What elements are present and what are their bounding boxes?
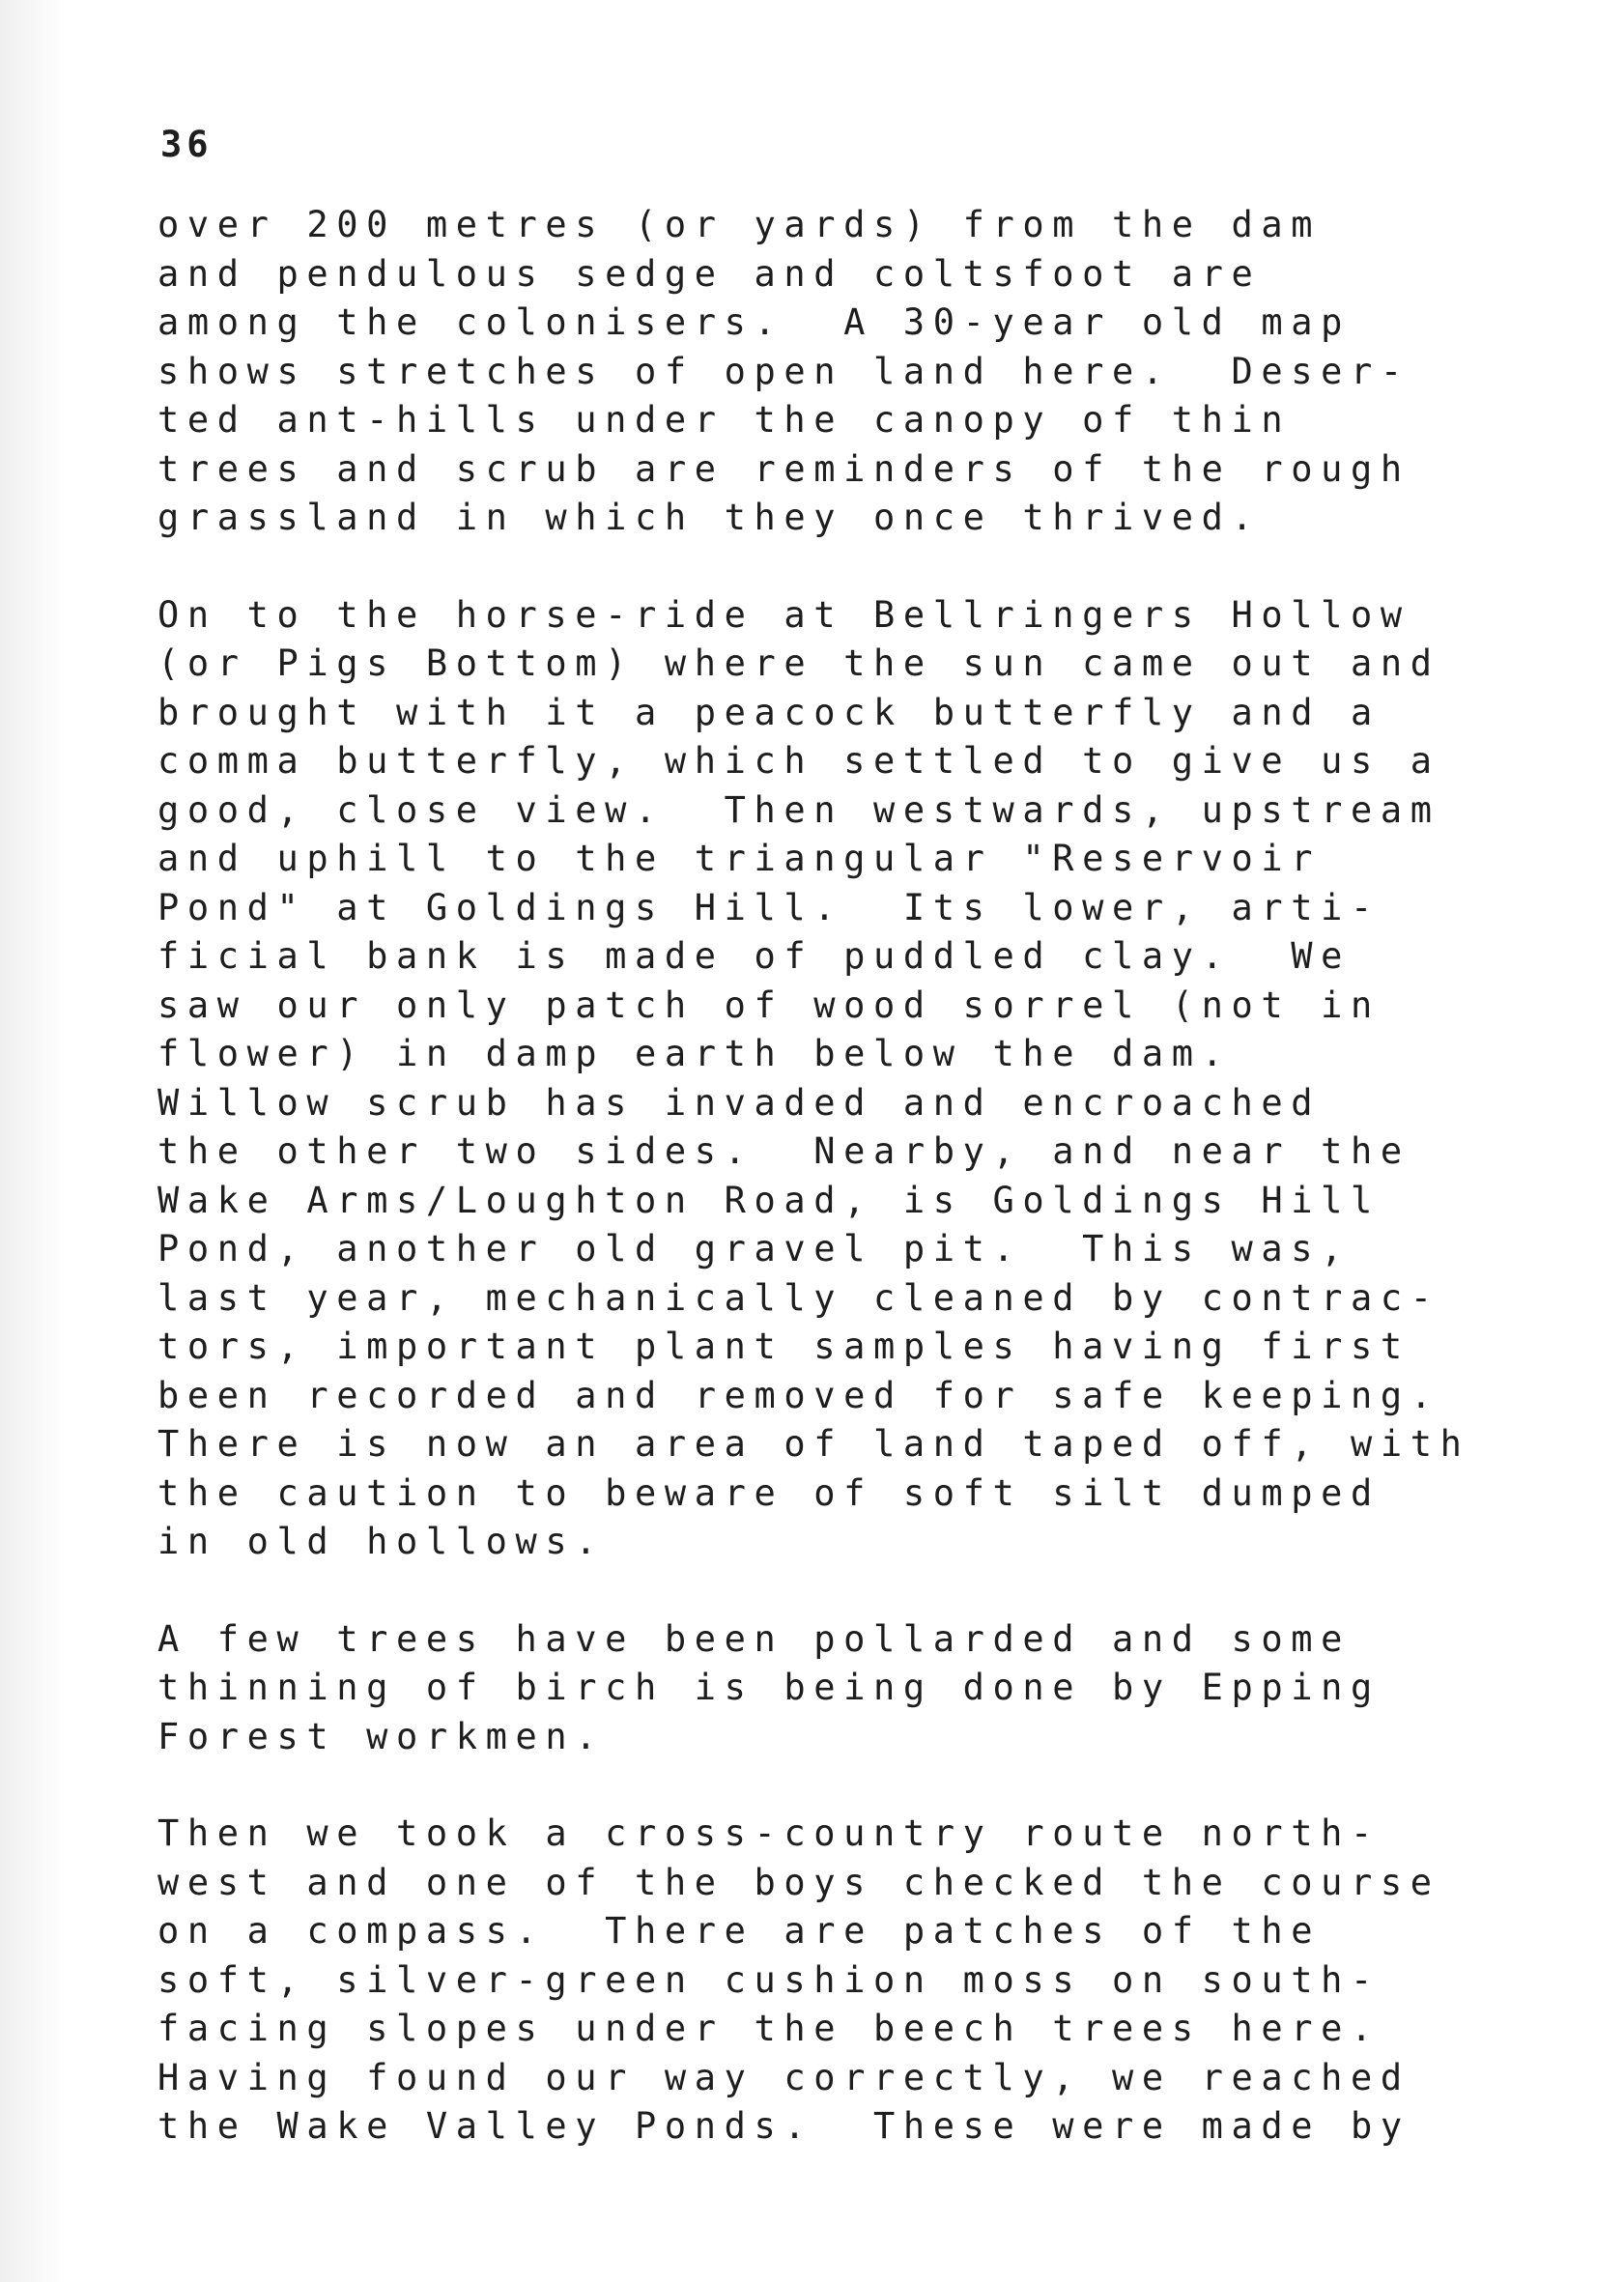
text-line: grassland in which they once thrived. — [157, 497, 1262, 538]
paragraph-gap — [157, 1567, 1462, 1615]
text-line: the caution to beware of soft silt dumped — [157, 1471, 1381, 1514]
paragraph-4 — [157, 1810, 1462, 2152]
text-line: and uphill to the triangular "Reservoir — [157, 838, 1322, 879]
text-line: tors, important plant samples having first — [157, 1326, 1410, 1367]
text-line: west and one of the boys checked the course — [157, 1861, 1440, 1903]
text-line: Pond" at Goldings Hill. Its lower, arti- — [157, 886, 1381, 928]
text-line: saw our only patch of wood sorrel (not in — [157, 984, 1381, 1026]
text-line: last year, mechanically cleaned by contrac- — [157, 1276, 1440, 1319]
text-line: thinning of birch is being done by Epping — [157, 1667, 1381, 1708]
paragraph-gap — [157, 543, 1462, 591]
text-line: the Wake Valley Ponds. These were made by — [157, 2105, 1410, 2147]
text-line: (or Pigs Bottom) where the sun came out and — [157, 642, 1440, 684]
text-line: trees and scrub are reminders of the rough — [157, 447, 1410, 490]
text-line: on a compass. There are patches of the — [157, 1910, 1322, 1952]
text-line: good, close view. Then westwards, upstream — [157, 788, 1440, 831]
paragraph-gap — [157, 1761, 1462, 1810]
text-line: over 200 metres (or yards) from the dam — [157, 204, 1322, 245]
text-line: been recorded and removed for safe keeping. — [157, 1374, 1440, 1416]
text-line: There is now an area of land taped off, with — [157, 1423, 1470, 1465]
text-line: comma butterfly, which settled to give us a — [157, 740, 1440, 782]
paragraph-3 — [157, 1615, 1462, 1762]
text-line: Willow scrub has invaded and encroached — [157, 1081, 1322, 1124]
text-line: brought with it a peacock butterfly and a — [157, 691, 1381, 733]
text-line: soft, silver-green cushion moss on south- — [157, 1958, 1381, 2001]
text-line: in old hollows. — [157, 1521, 606, 1562]
text-line: ficial bank is made of puddled clay. We — [157, 935, 1352, 977]
text-line: the other two sides. Nearby, and near the — [157, 1130, 1410, 1172]
paragraph-1 — [157, 201, 1462, 543]
text-line: facing slopes under the beech trees here. — [157, 2008, 1381, 2049]
paragraph-2 — [157, 591, 1470, 1567]
text-line: On to the horse-ride at Bellringers Hollow — [157, 593, 1410, 636]
text-line: Having found our way correctly, we reached — [157, 2056, 1410, 2098]
text-line: ted ant-hills under the canopy of thin — [157, 399, 1292, 441]
text-line: flower) in damp earth below the dam. — [157, 1033, 1232, 1074]
text-line: and pendulous sedge and coltsfoot are — [157, 252, 1262, 295]
text-line: Forest workmen. — [157, 1715, 606, 1757]
text-line: shows stretches of open land here. Deser- — [157, 350, 1410, 392]
page-number: 36 — [160, 124, 214, 165]
text-line: Then we took a cross-country route north- — [157, 1812, 1381, 1854]
page-edge-shadow — [0, 0, 68, 2282]
text-line: A few trees have been pollarded and some — [157, 1617, 1352, 1660]
body-text — [157, 201, 1470, 2152]
text-line: Pond, another old gravel pit. This was, — [157, 1228, 1352, 1269]
text-line: among the colonisers. A 30-year old map — [157, 301, 1352, 343]
text-line: Wake Arms/Loughton Road, is Goldings Hill — [157, 1179, 1381, 1221]
